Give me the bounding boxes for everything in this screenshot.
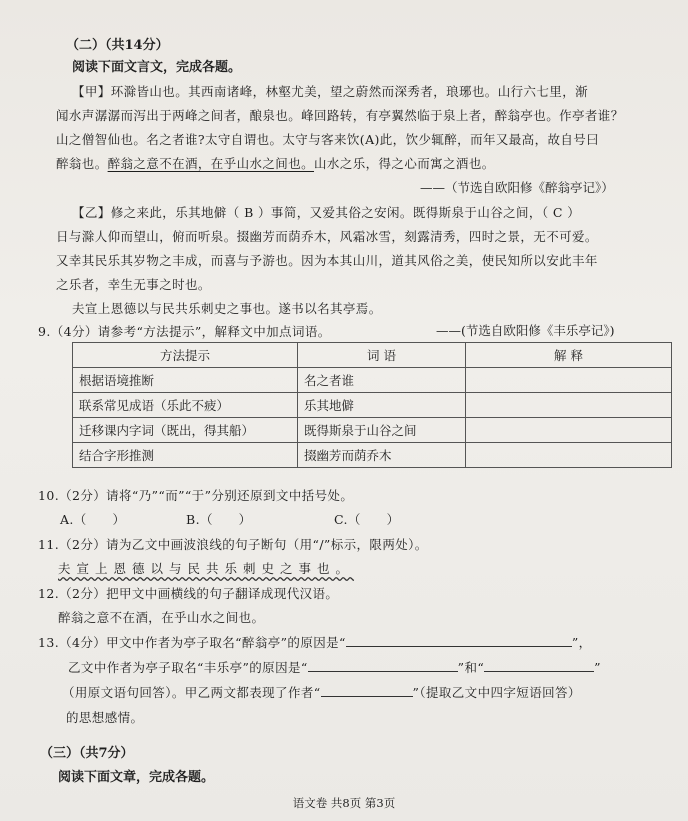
table-cell-method: 结合字形推测 [73, 443, 298, 468]
q13-line-3-pre: （用原文语句回答）。甲乙两文都表现了作者“ [62, 685, 321, 700]
passage-a-line-4-post: 山水之乐，得之心而寓之酒也。 [314, 156, 495, 171]
passage-a-line-1: 【甲】环滁皆山也。其西南诸峰，林壑尤美，望之蔚然而深秀者，琅琊也。山行六七里，渐 [72, 84, 589, 99]
q13-blank-2[interactable] [308, 659, 458, 672]
q13-line-1-pre: 13.（4分）甲文中作者为亭子取名“醉翁亭”的原因是“ [38, 635, 346, 650]
q10-prompt: 10.（2分）请将“乃”“而”“于”分别还原到文中括号处。 [38, 488, 354, 503]
passage-b-line-2: 日与滁人仰而望山，俯而听泉。掇幽芳而荫乔木，风霜冰雪，刻露清秀，四时之景，无不可爱。 [56, 229, 598, 244]
table-cell-method: 联系常见成语（乐此不疲） [73, 393, 298, 418]
passage-a-source: ——（节选自欧阳修《醉翁亭记》） [420, 180, 614, 195]
table-cell-answer[interactable] [466, 418, 672, 443]
table-row [73, 368, 672, 393]
q13-line-2-pre: 乙文中作者为亭子取名“丰乐亭”的原因是“ [68, 660, 308, 675]
q12-sentence: 醉翁之意不在酒，在乎山水之间也。 [58, 610, 265, 625]
section-2-instruction: 阅读下面文言文，完成各题。 [72, 60, 242, 75]
q10-option-c[interactable]: C.（ ） [334, 512, 400, 527]
table-cell-phrase: 名之者谁 [298, 368, 466, 393]
passage-b-line-5-post: 遂书以名其亭焉。 [278, 301, 382, 316]
q10-option-b[interactable]: B.（ ） [186, 512, 252, 527]
q11-prompt: 11.（2分）请为乙文中画波浪线的句子断句（用“/”标示，限两处）。 [38, 537, 428, 552]
section-3-instruction: 阅读下面文章，完成各题。 [58, 770, 215, 785]
q13-line-3 [62, 683, 581, 701]
q13-line-4: 的思想感情。 [66, 710, 144, 725]
passage-a-underlined-sentence: 醉翁之意不在酒，在乎山水之间也。 [107, 156, 315, 171]
table-cell-phrase: 掇幽芳而荫乔木 [298, 443, 466, 468]
q13-line-2 [68, 658, 601, 676]
q11-sentence [58, 559, 354, 577]
passage-b-line-5 [72, 299, 382, 317]
passage-b-line-4: 之乐者，幸生无事之时也。 [56, 277, 211, 292]
passage-b-source: ——(节选自欧阳修《丰乐亭记》) [436, 323, 615, 338]
table-header-answer: 解 释 [466, 343, 672, 368]
q13-line-1 [38, 633, 592, 651]
table-cell-answer[interactable] [466, 393, 672, 418]
q13-line-1-post: ”， [571, 635, 592, 650]
table-row [73, 418, 672, 443]
passage-a-line-4-pre: 醉翁也。 [56, 156, 108, 171]
q13-line-3-post: ”（提取乙文中四字短语回答） [412, 685, 581, 700]
section-2-heading: （二）（共14分） [66, 38, 169, 53]
table-row [73, 393, 672, 418]
q13-blank-1[interactable] [346, 634, 572, 647]
q9-vocab-table [72, 342, 672, 468]
passage-a-line-2: 闻水声潺潺而泻出于两峰之间者，酿泉也。峰回路转，有亭翼然临于泉上者，醉翁亭也。作亭者谁？ [56, 108, 624, 123]
passage-b-line-3: 又幸其民乐其岁物之丰成，而喜与予游也。因为本其山川，道其风俗之美，使民知所以安此丰年 [56, 253, 598, 268]
passage-a-line-4 [56, 154, 495, 172]
table-cell-answer[interactable] [466, 368, 672, 393]
table-cell-phrase: 乐其地僻 [298, 393, 466, 418]
passage-b-line-1: 【乙】修之来此，乐其地僻（ B ）事简，又爱其俗之安闲。既得斯泉于山谷之间，（ C ） [72, 205, 581, 220]
table-cell-answer[interactable] [466, 443, 672, 468]
table-header-phrase: 词 语 [298, 343, 466, 368]
page-footer: 语文卷 共8页 第3页 [292, 796, 396, 810]
q9-prompt: 9.（4分）请参考“方法提示”，解释文中加点词语。 [38, 324, 331, 339]
q11-sentence-text: 夫宣上恩德以与民共乐刺史之事也。 [58, 561, 355, 576]
q13-line-2-mid: ”和“ [457, 660, 485, 675]
table-row [73, 443, 672, 468]
table-cell-phrase: 既得斯泉于山谷之间 [298, 418, 466, 443]
table-cell-method: 迁移课内字词（既出，得其船） [73, 418, 298, 443]
table-header-row [73, 343, 672, 368]
q13-blank-3[interactable] [484, 659, 594, 672]
passage-a-line-3: 山之僧智仙也。名之者谁?太守自谓也。太守与客来饮(A)此，饮少辄醉，而年又最高，故自号曰 [56, 132, 600, 147]
q13-blank-4[interactable] [321, 684, 413, 697]
section-3-heading: （三）（共7分） [40, 746, 134, 761]
q13-line-2-post: ” [594, 660, 601, 675]
q10-option-a[interactable]: A.（ ） [60, 512, 126, 527]
q12-prompt: 12.（2分）把甲文中画横线的句子翻译成现代汉语。 [38, 586, 339, 601]
table-header-method: 方法提示 [73, 343, 298, 368]
passage-b-line-5-sentence: 夫宣上恩德以与民共乐刺史之事也。 [72, 301, 279, 316]
table-cell-method: 根据语境推断 [73, 368, 298, 393]
